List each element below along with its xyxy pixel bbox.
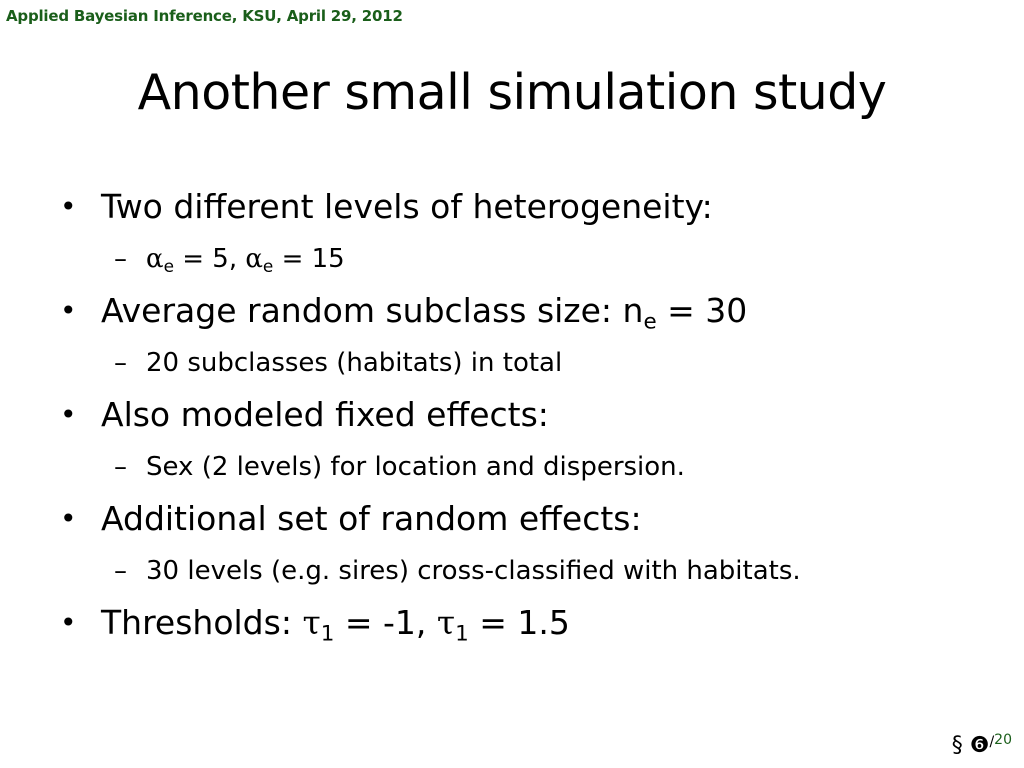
bullet-dot-icon: •: [60, 606, 77, 639]
bullet-3: [60, 390, 980, 440]
tau-subscript-1: 1: [320, 621, 335, 647]
bullet-5: [60, 598, 980, 648]
tau-symbol-2: τ: [436, 603, 456, 642]
tau-subscript-2: 1: [455, 621, 469, 647]
bullet-2-subscript: e: [643, 309, 657, 335]
slide-footer: [952, 732, 1012, 758]
alpha-symbol-2: α: [245, 244, 263, 274]
bullet-3-text: Also modeled fixed effects:: [101, 395, 549, 434]
bullet-5-text-before: Thresholds:: [101, 603, 303, 642]
dash-icon: –: [114, 244, 127, 274]
bullet-dot-icon: •: [60, 502, 77, 535]
slide-title: Another small simulation study: [137, 64, 887, 121]
tau-value-1: = -1,: [334, 603, 437, 642]
alpha-value-1: = 5,: [173, 244, 246, 274]
bullet-dot-icon: •: [60, 294, 77, 327]
sub-bullet-2: [60, 336, 980, 390]
bullet-2: [60, 286, 980, 336]
alpha-subscript-2: e: [262, 256, 274, 277]
sub-bullet-2-text: 20 subclasses (habitats) in total: [146, 348, 563, 378]
dash-icon: –: [114, 348, 127, 378]
tau-symbol-1: τ: [302, 603, 321, 642]
total-pages: 20: [994, 732, 1012, 748]
bullet-1-text: Two different levels of heterogeneity:: [101, 187, 713, 226]
alpha-subscript-1: e: [163, 256, 174, 277]
bullet-2-text-after: = 30: [656, 291, 748, 330]
bullet-dot-icon: •: [60, 398, 77, 431]
bullet-1: [60, 182, 980, 232]
sub-bullet-3: [60, 440, 980, 494]
bullet-4: [60, 494, 980, 544]
header-text: Applied Bayesian Inference, KSU, April 29, 2012: [6, 7, 403, 25]
alpha-value-2: = 15: [273, 244, 345, 274]
alpha-symbol-1: α: [146, 244, 164, 274]
bullet-dot-icon: •: [60, 190, 77, 223]
section-symbol: §: [951, 733, 963, 758]
dash-icon: –: [114, 556, 127, 586]
sub-bullet-1: [60, 232, 980, 286]
bullet-4-text: Additional set of random effects:: [101, 499, 642, 538]
sub-bullet-4-text: 30 levels (e.g. sires) cross-classified with habitats.: [146, 556, 801, 586]
dash-icon: –: [114, 452, 127, 482]
current-page-number: ❻: [969, 733, 990, 758]
tau-value-2: = 1.5: [468, 603, 570, 642]
sub-bullet-3-text: Sex (2 levels) for location and dispersion.: [146, 452, 685, 482]
bullet-2-text-before: Average random subclass size: n: [101, 291, 644, 330]
sub-bullet-4: [60, 544, 980, 598]
page-separator: /: [989, 734, 995, 750]
slide-content: [60, 182, 980, 648]
